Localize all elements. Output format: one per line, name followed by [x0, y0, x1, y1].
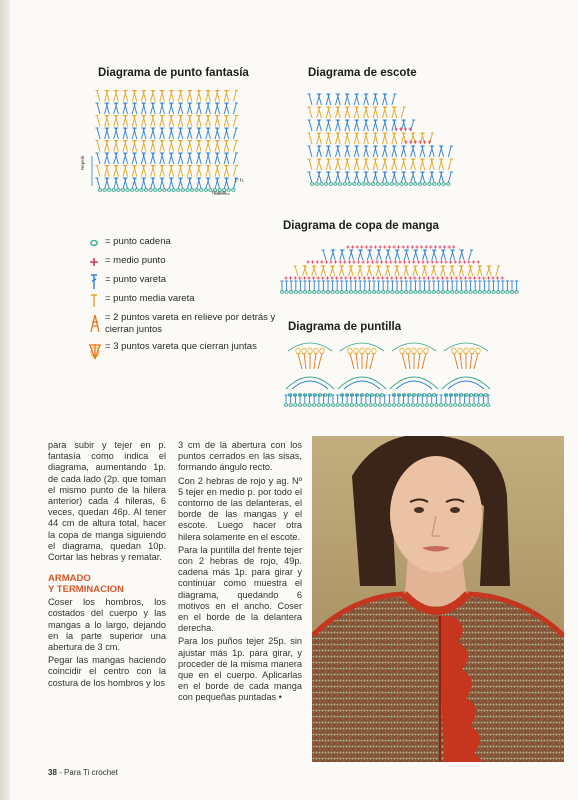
legend-item — [88, 236, 288, 250]
body-paragraph: Pegar las mangas haciendo coincidir el centro con la costura de los hombros y los — [48, 655, 166, 688]
legend-label: = 2 puntos vareta en relieve por detrás y cierran juntos — [105, 312, 276, 335]
section-heading-line: ARMADO — [48, 573, 91, 585]
diagram-copa-chart — [278, 238, 524, 298]
diagram-puntilla-title: Diagrama de puntilla — [288, 321, 402, 333]
legend-label: = punto media vareta — [105, 293, 195, 304]
diagram-puntilla-chart — [282, 339, 494, 411]
stitch-legend — [88, 236, 288, 360]
body-column-left — [48, 440, 166, 691]
raised-2-together-icon — [88, 312, 102, 326]
diagram-escote-chart — [306, 86, 466, 192]
body-paragraph: Para la puntilla del frente tejer con 2 hebras de rojo, 49p. cadena más 1p. para girar y continuar como muestra el diagrama, quedando 6 motivos en el ancho. Coser en el borde de la delantera derecha. — [178, 544, 302, 634]
body-paragraph: para subir y tejer en p. fantasía como indica el diagrama, aumentando 1p. de cada lado (2p. que toman el mismo punto de la hilera anterior) cada 4 hileras, 6 veces, quedan 46p. Al tener 44 cm de altura total, hacer la copa de manga siguiendo el diagrama, quedan 10p. Cortar las hebras y rematar. — [48, 440, 166, 563]
legend-label: = medio punto — [105, 255, 166, 266]
legend-label: = punto cadena — [105, 236, 171, 247]
model-photo — [312, 436, 564, 762]
legend-label: = 3 puntos vareta que cierran juntas — [105, 340, 257, 352]
body-paragraph: Coser los hombros, los costados del cuerpo y las mangas a lo largo, dejando en la parte superior una abertura de 3 cm. — [48, 597, 166, 653]
page-number: 38 — [48, 768, 57, 777]
legend-item — [88, 274, 288, 288]
diagram-fantasia-repeat-label: Repetir — [212, 190, 227, 195]
body-column-right — [178, 440, 302, 706]
diagram-fantasia-title: Diagrama de punto fantasía — [98, 67, 249, 79]
half-double-crochet-icon — [88, 293, 102, 307]
legend-item — [88, 341, 288, 355]
page-binding-shadow — [0, 0, 10, 800]
legend-label: = punto vareta — [105, 274, 167, 285]
diagram-copa-title: Diagrama de copa de manga — [283, 220, 439, 232]
body-paragraph: 3 cm de la abertura con los puntos cerrados en las sisas, formando ángulo recto. — [178, 440, 302, 473]
legend-item — [88, 255, 288, 269]
diagram-fantasia-chart — [84, 86, 244, 198]
double-crochet-icon — [88, 274, 102, 288]
diagram-fantasia-start-label: 1º h. — [234, 178, 245, 184]
cluster-3-icon — [88, 341, 102, 355]
legend-item — [88, 293, 288, 307]
body-paragraph: Para los puños tejer 25p. sin ajustar más 1p. para girar, y proceder de la misma manera que en el cuerpo. Aplicarlas en el borde de cada manga con pequeñas puntadas • — [178, 636, 302, 703]
page-footer — [48, 768, 118, 777]
diagram-fantasia-side-label: Repetir — [80, 155, 85, 170]
publication-name: - Para Ti crochet — [59, 768, 118, 777]
legend-item — [88, 312, 288, 336]
single-crochet-icon — [88, 255, 102, 269]
body-paragraph: Con 2 hebras de rojo y ag. Nº 5 tejer en medio p. por todo el contorno de las delanteras, el borde de las mangas y el escote. Luego hacer otra hilera solamente en el escote. — [178, 475, 302, 542]
diagram-escote-title: Diagrama de escote — [308, 67, 417, 79]
section-heading-line: Y TERMINACION — [48, 584, 124, 596]
section-heading — [48, 573, 166, 595]
chain-stitch-icon — [88, 236, 102, 250]
